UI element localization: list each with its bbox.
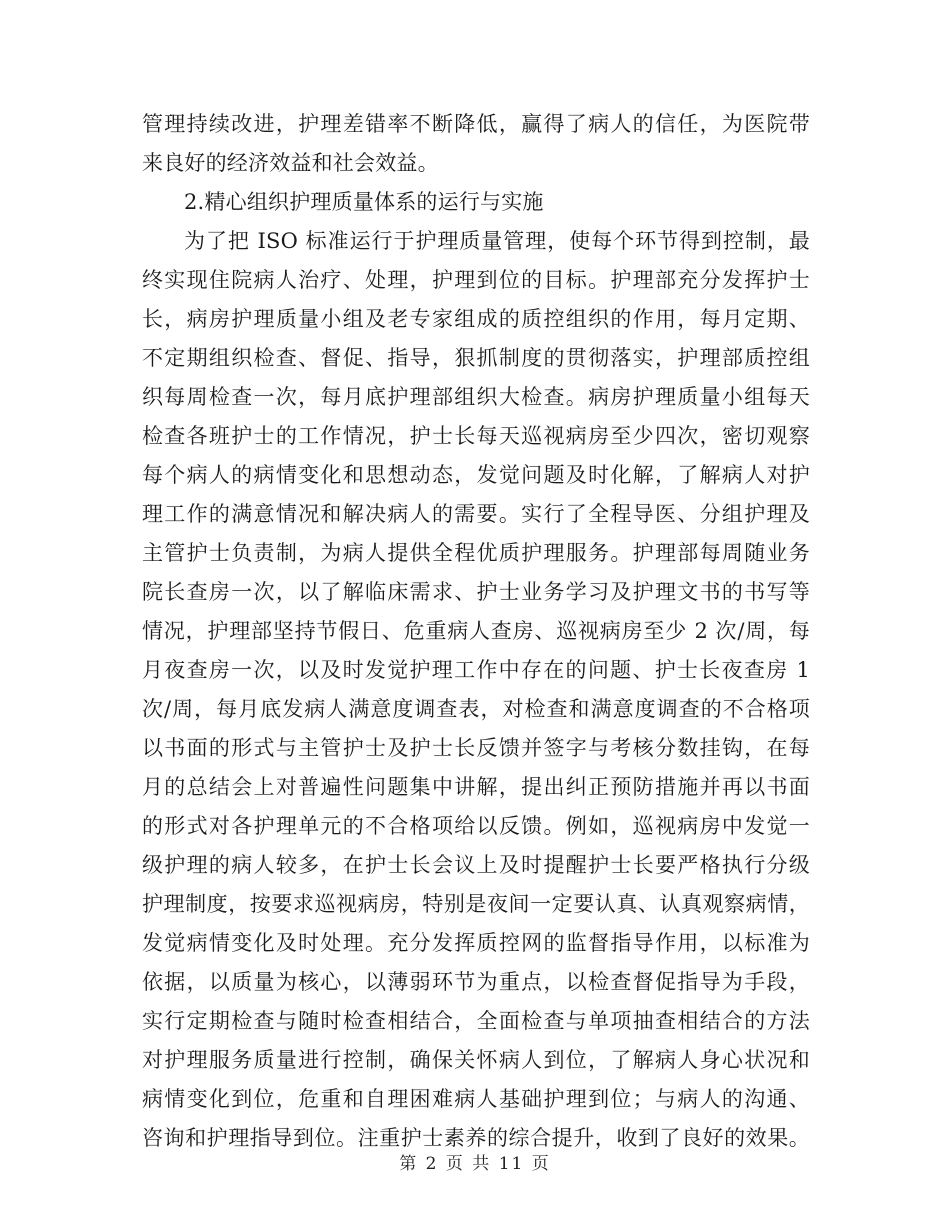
text-line: 的形式对各护理单元的不合格项给以反馈。例如，巡视病房中发觉一	[142, 814, 810, 838]
text-line: 次/周，每月底发病人满意度调查表，对检查和满意度调查的不合格项	[142, 697, 810, 721]
text-line: 月夜查房一次，以及时发觉护理工作中存在的问题、护士长夜查房 1	[142, 658, 810, 682]
text-line: 理工作的满意情况和解决病人的需要。实行了全程导医、分组护理及	[142, 502, 810, 526]
text-line: 不定期组织检查、督促、指导，狠抓制度的贯彻落实，护理部质控组	[142, 346, 810, 370]
section-heading: 2.精心组织护理质量体系的运行与实施	[184, 190, 544, 214]
text-line: 发觉病情变化及时处理。充分发挥质控网的监督指导作用，以标准为	[142, 931, 810, 955]
text-line: 织每周检查一次，每月底护理部组织大检查。病房护理质量小组每天	[142, 385, 810, 409]
text-line: 院长查房一次，以了解临床需求、护士业务学习及护理文书的书写等	[142, 580, 810, 604]
text-line: 以书面的形式与主管护士及护士长反馈并签字与考核分数挂钩，在每	[142, 736, 810, 760]
text-line: 每个病人的病情变化和思想动态，发觉问题及时化解，了解病人对护	[142, 463, 810, 487]
text-line: 管理持续改进，护理差错率不断降低，赢得了病人的信任，为医院带	[142, 112, 810, 136]
text-line: 月的总结会上对普遍性问题集中讲解，提出纠正预防措施并再以书面	[142, 775, 810, 799]
text-line: 级护理的病人较多，在护士长会议上及时提醒护士长要严格执行分级	[142, 853, 810, 877]
text-line: 主管护士负责制，为病人提供全程优质护理服务。护理部每周随业务	[142, 541, 810, 565]
text-line: 终实现住院病人治疗、处理，护理到位的目标。护理部充分发挥护士	[142, 268, 810, 292]
text-line: 情况，护理部坚持节假日、危重病人查房、巡视病房至少 2 次/周，每	[142, 619, 810, 643]
paragraph-quality-system	[142, 222, 810, 1158]
text-line: 病情变化到位，危重和自理困难病人基础护理到位；与病人的沟通、	[142, 1087, 810, 1111]
paragraph-continued	[142, 105, 810, 183]
page-number-footer: 第 2 页 共 11 页	[399, 1154, 551, 1174]
text-line: 长，病房护理质量小组及老专家组成的质控组织的作用，每月定期、	[142, 307, 810, 331]
text-line: 检查各班护士的工作情况，护士长每天巡视病房至少四次，密切观察	[142, 424, 810, 448]
document-body	[142, 105, 810, 1158]
text-line: 咨询和护理指导到位。注重护士素养的综合提升，收到了良好的效果。	[142, 1126, 810, 1150]
text-line: 来良好的经济效益和社会效益。	[142, 151, 439, 175]
text-line: 为了把 ISO 标准运行于护理质量管理，使每个环节得到控制，最	[184, 229, 810, 253]
text-line: 依据，以质量为核心，以薄弱环节为重点，以检查督促指导为手段，	[142, 970, 810, 994]
text-line: 实行定期检查与随时检查相结合，全面检查与单项抽查相结合的方法	[142, 1009, 810, 1033]
text-line: 对护理服务质量进行控制，确保关怀病人到位，了解病人身心状况和	[142, 1048, 810, 1072]
text-line: 护理制度，按要求巡视病房，特别是夜间一定要认真、认真观察病情，	[142, 892, 810, 916]
